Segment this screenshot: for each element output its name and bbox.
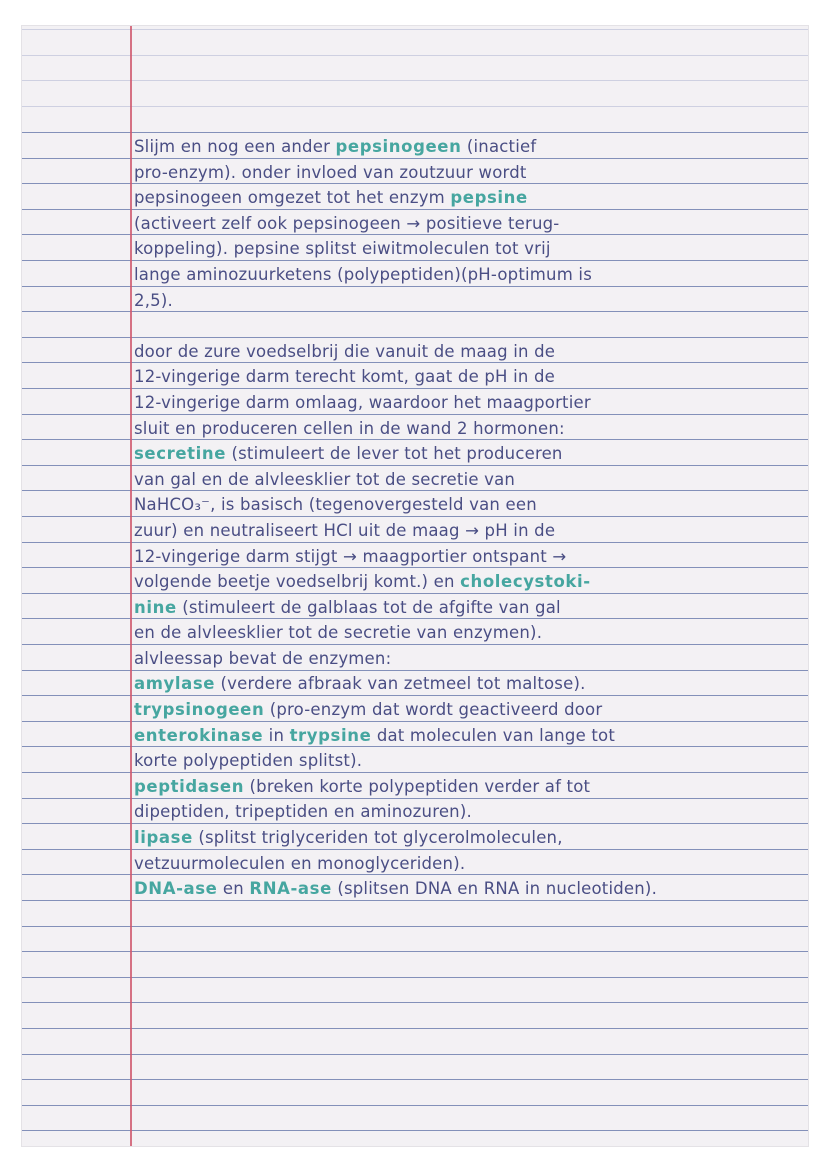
note-line-8: door de zure voedselbrij die vanuit de maag in de [134, 341, 556, 361]
rule-line [22, 132, 808, 133]
rule-line [22, 1105, 808, 1106]
term-cholecystokinine-end: nine [134, 597, 177, 617]
note-line-13: van gal en de alvleesklier tot de secretie van [134, 469, 516, 489]
note-line-15: zuur) en neutraliseert HCl uit de maag → pH in de [134, 520, 556, 540]
rule-line [22, 1054, 808, 1055]
note-line-17: volgende beetje voedselbrij komt.) en cholecystoki- [134, 572, 591, 592]
rule-line [22, 1028, 808, 1029]
note-line-11: sluit en produceren cellen in de wand 2 hormonen: [134, 418, 565, 438]
note-line-23: enterokinase in trypsine dat moleculen van lange tot [134, 725, 616, 745]
rule-line [22, 80, 808, 81]
note-line-19: en de alvleesklier tot de secretie van enzymen). [134, 623, 543, 643]
note-line-16: 12-vingerige darm stijgt → maagportier ontspant → [134, 546, 567, 566]
note-line-25: peptidasen (breken korte polypeptiden verder af tot [134, 776, 591, 796]
note-line-27: lipase (splitst triglyceriden tot glycerolmoleculen, [134, 828, 563, 848]
rule-line [22, 951, 808, 952]
term-pepsinogeen: pepsinogeen [335, 137, 462, 156]
note-line-4: (activeert zelf ook pepsinogeen → positieve terug- [134, 213, 560, 233]
rule-line [22, 1130, 808, 1131]
rule-line [22, 977, 808, 978]
note-line-20: alvleessap bevat de enzymen: [134, 648, 392, 668]
note-line-12: secretine (stimuleert de lever tot het produceren [134, 444, 563, 464]
note-line-5: koppeling). pepsine splitst eiwitmoleculen tot vrij [134, 239, 551, 259]
note-line-14: NaHCO₃⁻, is basisch (tegenovergesteld van een [134, 495, 537, 515]
term-secretine: secretine [134, 444, 227, 464]
note-line-28: vetzuurmoleculen en monoglyceriden). [134, 853, 466, 873]
paragraph-gap [134, 313, 802, 339]
note-line-1: Slijm en nog een ander pepsinogeen (inactief [134, 137, 537, 156]
term-cholecystokinine: cholecystoki- [460, 572, 591, 592]
rule-line [22, 55, 808, 56]
notebook-page [22, 26, 808, 1146]
handwritten-notes [134, 134, 802, 902]
note-line-9: 12-vingerige darm terecht komt, gaat de pH in de [134, 367, 556, 387]
rule-line [22, 1079, 808, 1080]
note-line-22: trypsinogeen (pro-enzym dat wordt geactiveerd door [134, 700, 603, 720]
term-pepsine: pepsine [450, 188, 528, 208]
note-line-29: DNA-ase en RNA-ase (splitsen DNA en RNA in nucleotiden). [134, 879, 658, 899]
note-line-10: 12-vingerige darm omlaag, waardoor het maagportier [134, 392, 591, 412]
note-line-3: pepsinogeen omgezet tot het enzym pepsine [134, 188, 528, 208]
term-lipase: lipase [134, 828, 193, 848]
term-peptidasen: peptidasen [134, 776, 245, 796]
term-trypsinogeen: trypsinogeen [134, 700, 265, 720]
note-line-24: korte polypeptiden splitst). [134, 751, 363, 771]
term-trypsine: trypsine [289, 725, 372, 745]
note-line-6: lange aminozuurketens (polypeptiden)(pH-optimum is [134, 264, 592, 284]
rule-line [22, 926, 808, 927]
note-line-18: nine (stimuleert de galblaas tot de afgifte van gal [134, 597, 561, 617]
note-line-7: 2,5). [134, 290, 173, 310]
rule-line [22, 106, 808, 107]
note-line-21: amylase (verdere afbraak van zetmeel tot maltose). [134, 674, 586, 694]
margin-line [130, 26, 132, 1146]
term-amylase: amylase [134, 674, 216, 694]
term-enterokinase: enterokinase [134, 725, 264, 745]
term-rna-ase: RNA-ase [249, 879, 332, 899]
note-line-2: pro-enzym). onder invloed van zoutzuur wordt [134, 162, 527, 182]
rule-line [22, 29, 808, 30]
note-line-26: dipeptiden, tripeptiden en aminozuren). [134, 802, 472, 822]
term-dna-ase: DNA-ase [134, 879, 218, 899]
rule-line [22, 1002, 808, 1003]
